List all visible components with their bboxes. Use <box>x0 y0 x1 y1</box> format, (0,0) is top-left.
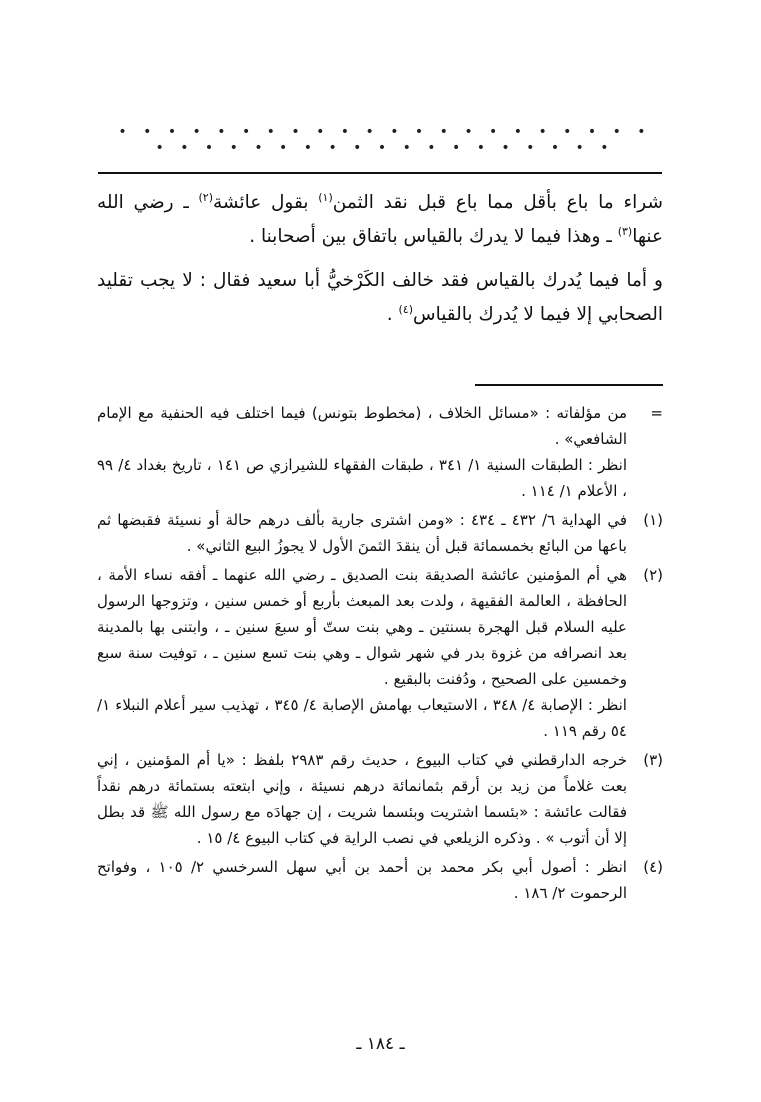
footnote-mark: (٢) <box>643 566 663 584</box>
footnote-ref-4[interactable]: (٤) <box>398 302 413 316</box>
paragraph-1-part-a: شراء ما باع بأقل مما باع قبل نقد الثمن <box>332 192 663 213</box>
footnote-body <box>97 854 627 906</box>
footnote-separator <box>475 384 663 386</box>
footnote-mark: (١) <box>643 511 663 529</box>
footnote-3 <box>97 747 663 851</box>
footnote-4 <box>97 854 663 906</box>
footnote-ref-1[interactable]: (١) <box>318 190 333 204</box>
footnote-line: خرجه الدارقطني في كتاب البيوع ، حديث رقم ٢٩٨٣ بلفظ : «يا أم المؤمنين ، إني بعت غلاماً من زيد بن أرقم بثمانمائة درهم نسيئة ، وإني ابتعته بستمائة درهم نقداً فقالت عائشة : «بئسما اشتريت وبئسما شريت ، إن جهادَه مع رسول الله ﷺ قد بطل إلا أن أتوب » . وذكره الزيلعي في نصب الراية في كتاب البيوع ٤/ ١٥ . <box>97 751 628 847</box>
footnote-continued <box>97 400 663 504</box>
footnote-body <box>97 747 627 851</box>
paragraph-1-part-d: ـ وهذا فيما لا يدرك بالقياس باتفاق بين أصحابنا . <box>249 226 618 247</box>
footnote-body <box>97 562 627 744</box>
footnote-ref-3[interactable]: (٣) <box>617 224 633 238</box>
footnote-mark: (٤) <box>643 858 663 876</box>
footnote-line: انظر : الطبقات السنية ١/ ٣٤١ ، طبقات الفقهاء للشيرازي ص ١٤١ ، تاريخ بغداد ٤/ ٩٩ ، الأعلام ١/ ١١٤ . <box>97 456 627 500</box>
paragraph-1 <box>97 186 663 254</box>
footnotes <box>97 400 663 909</box>
footnote-mark: (٣) <box>643 751 663 769</box>
footnote-line: انظر : الإصابة ٤/ ٣٤٨ ، الاستيعاب بهامش الإصابة ٤/ ٣٤٥ ، تهذيب سير أعلام النبلاء ١/ ٥٤ رقم ١١٩ . <box>97 696 627 740</box>
footnote-mark: = <box>650 404 663 422</box>
paragraph-2-part-a: و أما فيما يُدرك بالقياس فقد خالف الكَرْخيُّ أبا سعيد فقال : لا يجب تقليد الصحابي إلا فيما لا يُدرك بالقياس <box>97 270 663 325</box>
footnote-ref-2[interactable]: (٢) <box>198 190 214 204</box>
header-ornament: • • • • • • • • • • • • • • • • • • • • • • • • • • • • • • • • • • • • • • • • • <box>118 124 652 156</box>
main-text <box>97 186 663 342</box>
footnote-body <box>97 400 627 504</box>
footnote-line: هي أم المؤمنين عائشة الصديقة بنت الصديق ـ رضي الله عنهما ـ أفقه نساء الأمة ، الحافظة ، العالمة الفقيهة ، ولدت بعد المبعث بأربع أو خمس سنين ، وتزوجها الرسول عليه السلام قبل الهجرة بسنتين ـ وهي بنت ستّ أو سبعَ سنين ـ ، وابتنى بها بالمدينة بعد انصرافه من غزوة بدر في شهر شوال ـ وهي بنت تسع سنين ـ ، توفيت سنة سبع وخمسين على الصحيح ، ودُفنت بالبقيع . <box>97 566 627 688</box>
footnote-line: انظر : أصول أبي بكر محمد بن أحمد بن أبي سهل السرخسي ٢/ ١٠٥ ، وفواتح الرحموت ٢/ ١٨٦ . <box>97 858 627 902</box>
footnote-line: في الهداية ٦/ ٤٣٢ ـ ٤٣٤ : «ومن اشترى جارية بألف درهم حالة أو نسيئة فقبضها ثم باعها من البائع بخمسمائة قبل أن ينقدَ الثمنَ الأول لا يجوزُ البيع الثاني» . <box>97 511 627 555</box>
paragraph-1-part-b: بقول عائشة <box>213 192 319 213</box>
paragraph-2-part-b: . <box>386 304 399 325</box>
footnote-body <box>97 507 627 559</box>
page-number: ـ ١٨٤ ـ <box>356 1034 405 1054</box>
footnote-1 <box>97 507 663 559</box>
paragraph-2 <box>97 264 663 332</box>
footnote-line: من مؤلفاته : «مسائل الخلاف ، (مخطوط بتونس) فيما اختلف فيه الحنفية مع الإمام الشافعي» . <box>97 404 627 448</box>
footnote-2 <box>97 562 663 744</box>
header-rule <box>98 172 662 174</box>
paragraph-1-part-c: ـ رضي الله عنها <box>97 192 663 247</box>
